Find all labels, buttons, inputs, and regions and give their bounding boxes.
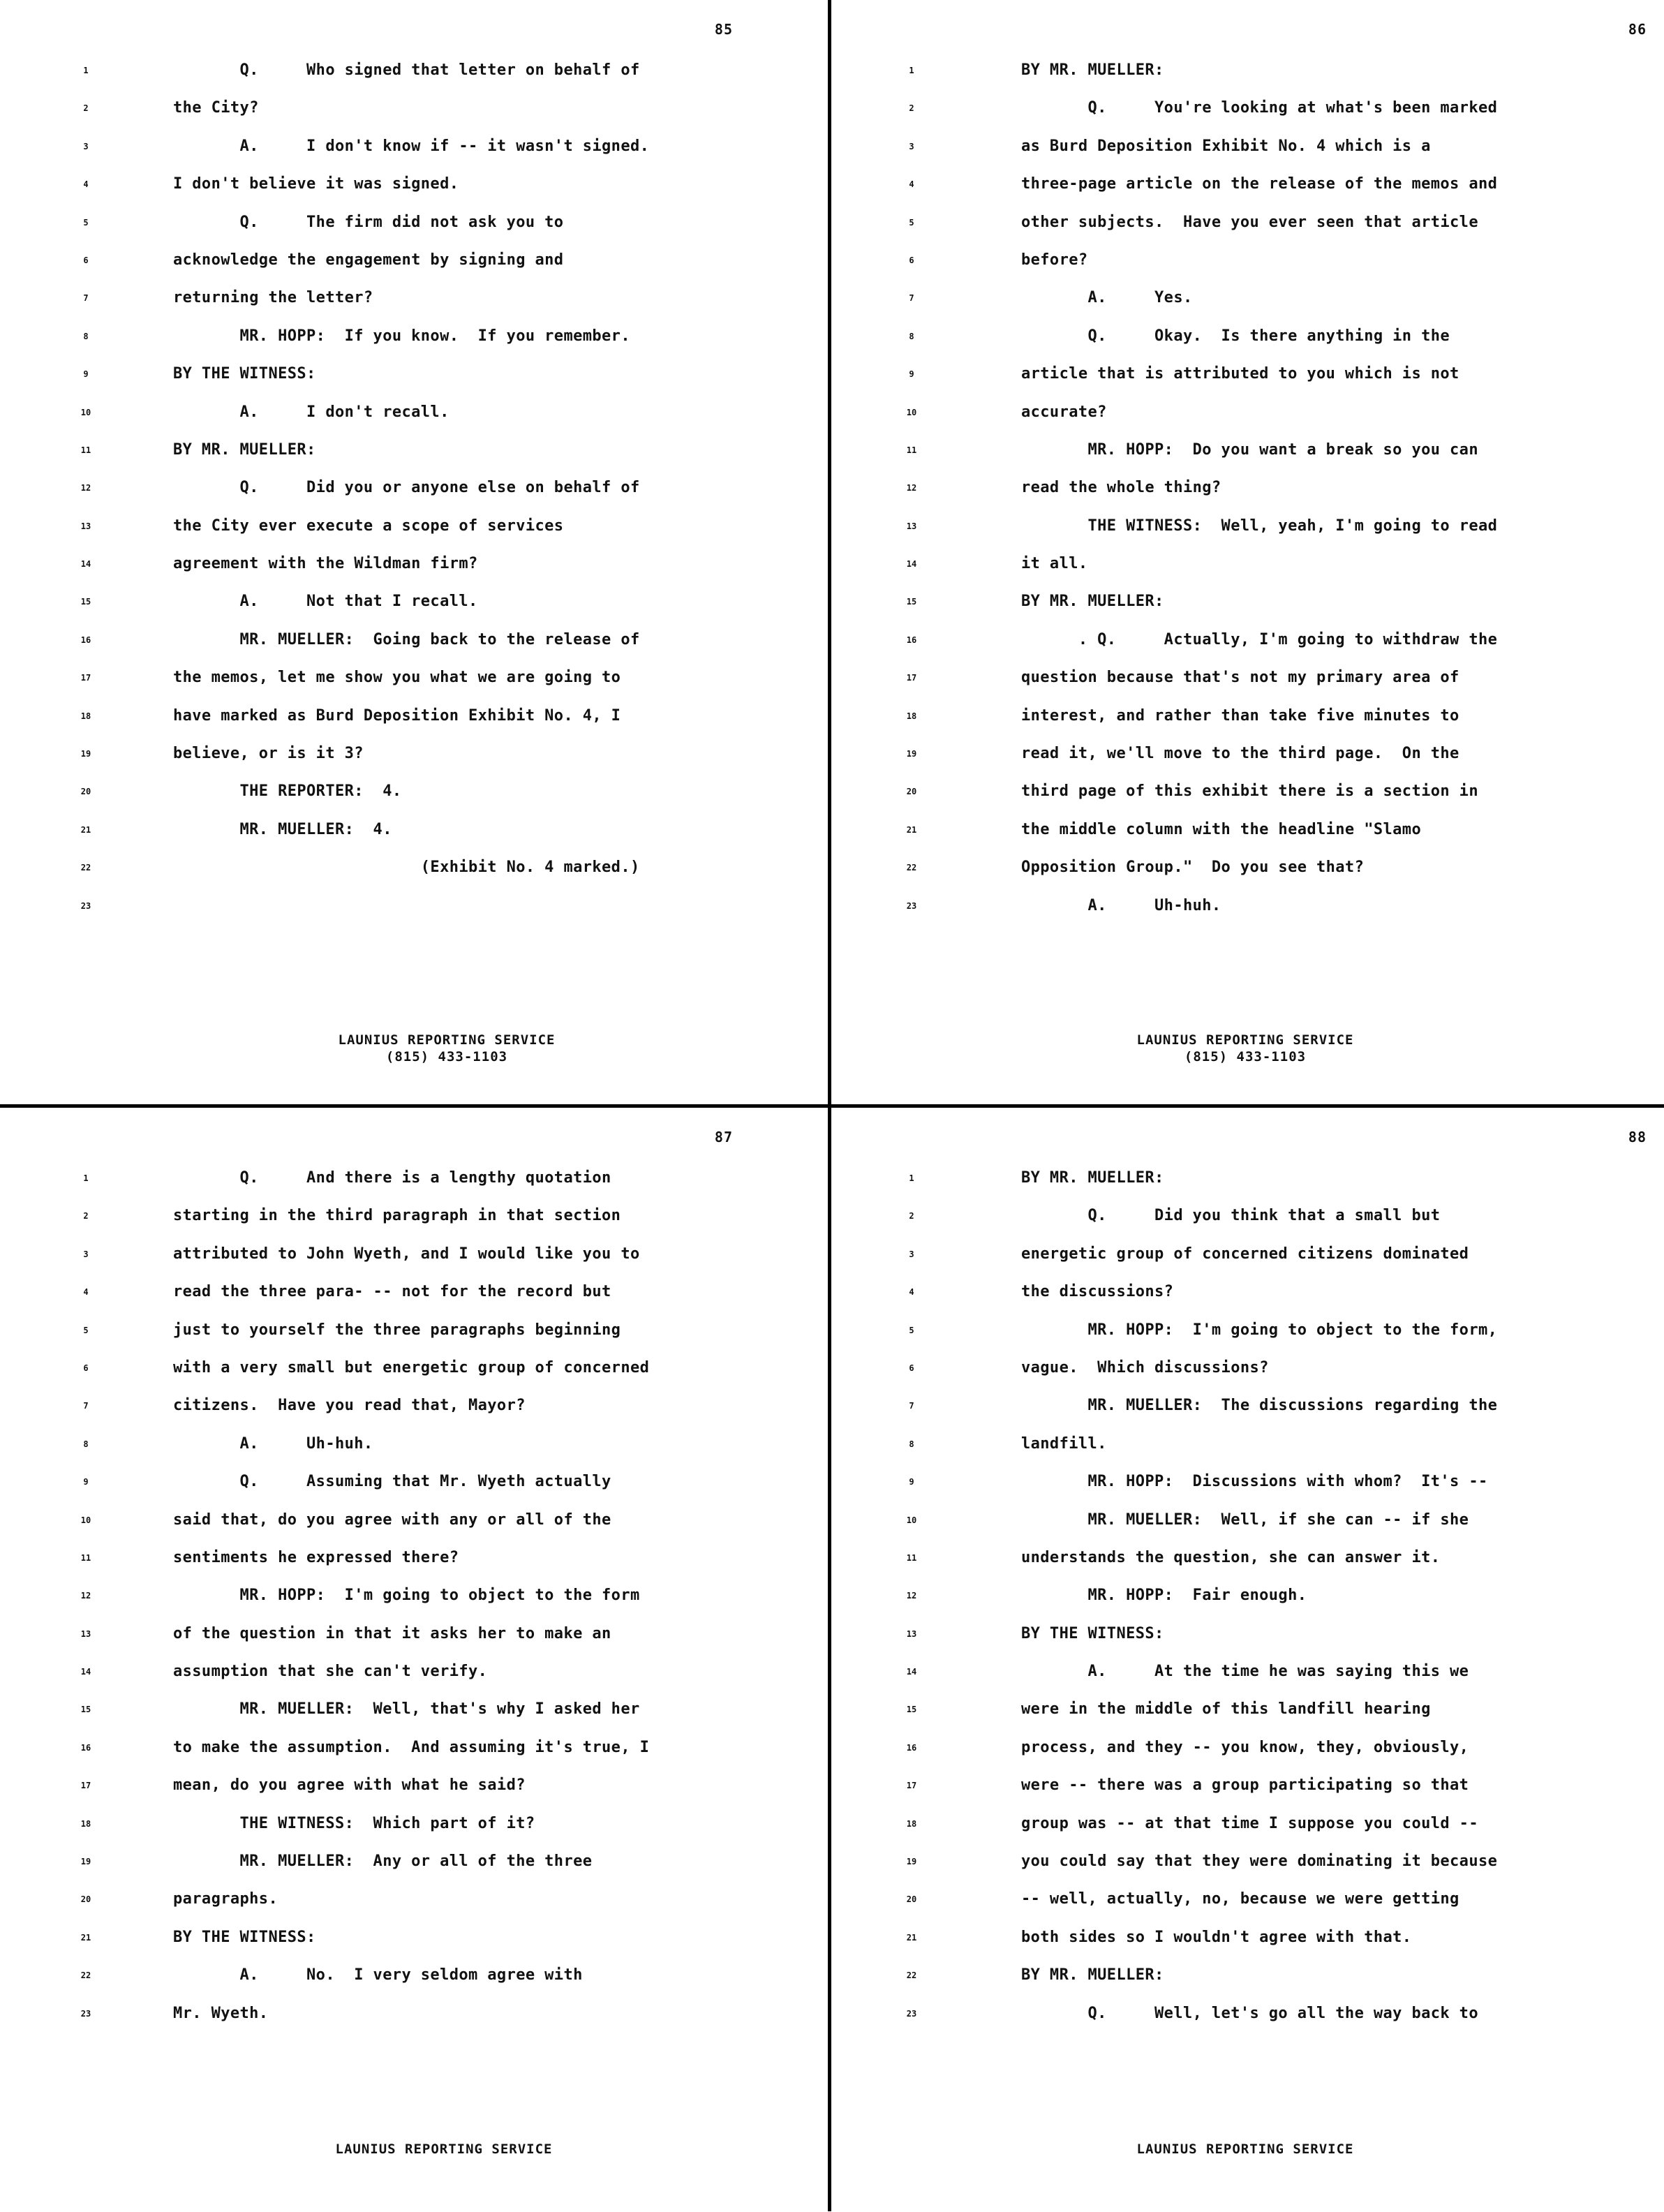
transcript-line xyxy=(831,743,1659,781)
transcript-line xyxy=(831,174,1659,211)
transcript-line xyxy=(831,1244,1659,1282)
transcript-line xyxy=(831,1434,1659,1471)
transcript-line xyxy=(831,1775,1659,1813)
line-text: A. Yes. xyxy=(1021,289,1193,307)
transcript-line xyxy=(831,1320,1659,1358)
line-number: 1 xyxy=(83,66,89,75)
transcript-page-88 xyxy=(831,1108,1659,2212)
line-text: vague. Which discussions? xyxy=(1021,1358,1269,1376)
transcript-line xyxy=(831,630,1659,667)
transcript-lines xyxy=(831,1168,1659,2041)
line-text: (Exhibit No. 4 marked.) xyxy=(173,859,640,877)
line-number: 7 xyxy=(909,1401,914,1411)
transcript-line xyxy=(0,1547,828,1585)
transcript-line xyxy=(0,1585,828,1623)
line-text: . Q. Actually, I'm going to withdraw the xyxy=(1021,630,1498,648)
line-text: A. At the time he was saying this we xyxy=(1021,1663,1469,1681)
transcript-line xyxy=(0,1927,828,1965)
line-text: to make the assumption. And assuming it's true, I xyxy=(173,1738,650,1756)
line-text: A. I don't recall. xyxy=(173,403,450,421)
line-number: 12 xyxy=(906,1591,917,1601)
transcript-line xyxy=(831,554,1659,591)
line-text: article that is attributed to you which is not xyxy=(1021,365,1459,383)
transcript-line xyxy=(0,1320,828,1358)
line-number: 5 xyxy=(83,1325,89,1335)
transcript-line xyxy=(0,1775,828,1813)
transcript-line xyxy=(0,1737,828,1775)
line-text: agreement with the Wildman firm? xyxy=(173,555,478,573)
transcript-line xyxy=(831,819,1659,857)
line-number: 2 xyxy=(83,1211,89,1222)
line-text: group was -- at that time I suppose you could -- xyxy=(1021,1814,1478,1832)
footer-reporter-name: LAUNIUS REPORTING SERVICE xyxy=(1136,1032,1354,1048)
transcript-line xyxy=(0,364,828,401)
line-number: 9 xyxy=(909,369,914,380)
line-text: MR. MUELLER: The discussions regarding the xyxy=(1021,1397,1498,1415)
line-number: 3 xyxy=(83,141,89,151)
line-number: 11 xyxy=(906,445,917,455)
transcript-line xyxy=(0,326,828,364)
transcript-line xyxy=(0,212,828,250)
line-text: MR. HOPP: Do you want a break so you can xyxy=(1021,440,1478,459)
line-number: 1 xyxy=(909,1173,914,1183)
footer-phone: (815) 433-1103 xyxy=(1184,1049,1307,1064)
line-text: BY THE WITNESS: xyxy=(1021,1624,1164,1642)
transcript-line xyxy=(0,1471,828,1509)
line-number: 17 xyxy=(906,673,917,683)
transcript-line xyxy=(831,1737,1659,1775)
line-number: 22 xyxy=(906,863,917,873)
line-text: Opposition Group." Do you see that? xyxy=(1021,859,1365,877)
line-text: MR. MUELLER: Well, if she can -- if she xyxy=(1021,1510,1469,1529)
line-text: the middle column with the headline "Slamo xyxy=(1021,820,1422,838)
line-number: 13 xyxy=(80,1628,91,1639)
transcript-line xyxy=(0,1434,828,1471)
line-text: interest, and rather than take five minutes to xyxy=(1021,706,1459,725)
page-footer xyxy=(831,1032,1659,1065)
transcript-line xyxy=(0,1889,828,1927)
line-number: 10 xyxy=(906,1515,917,1525)
transcript-page-86 xyxy=(831,0,1659,1104)
transcript-line xyxy=(831,1471,1659,1509)
line-number: 22 xyxy=(906,1970,917,1981)
transcript-line xyxy=(831,1510,1659,1547)
line-text: other subjects. Have you ever seen that article xyxy=(1021,213,1478,231)
page-number: 85 xyxy=(714,21,733,38)
line-number: 6 xyxy=(909,1363,914,1373)
transcript-line xyxy=(831,516,1659,554)
transcript-line xyxy=(0,250,828,288)
line-text: BY MR. MUELLER: xyxy=(1021,61,1164,79)
line-text: A. I don't know if -- it wasn't signed. xyxy=(173,137,650,155)
transcript-line xyxy=(831,1927,1659,1965)
line-number: 9 xyxy=(83,1477,89,1487)
line-text: MR. MUELLER: 4. xyxy=(173,820,392,838)
transcript-line xyxy=(0,2003,828,2041)
line-text: MR. HOPP: If you know. If you remember. xyxy=(173,327,630,345)
line-text: returning the letter? xyxy=(173,289,373,307)
line-number: 18 xyxy=(80,1818,91,1829)
transcript-line xyxy=(0,1624,828,1661)
line-number: 21 xyxy=(906,1932,917,1943)
line-text: BY MR. MUELLER: xyxy=(1021,1966,1164,1984)
line-number: 8 xyxy=(83,1439,89,1449)
line-text: A. Uh-huh. xyxy=(173,1434,373,1453)
transcript-page-85 xyxy=(0,0,828,1104)
transcript-line xyxy=(0,288,828,325)
line-number: 22 xyxy=(80,863,91,873)
line-text: paragraphs. xyxy=(173,1890,278,1908)
line-number: 21 xyxy=(80,1932,91,1943)
line-text: Q. And there is a lengthy quotation xyxy=(173,1169,611,1187)
line-text: -- well, actually, no, because we were getting xyxy=(1021,1890,1459,1908)
line-number: 20 xyxy=(80,1894,91,1905)
line-number: 14 xyxy=(80,559,91,570)
line-number: 20 xyxy=(906,1894,917,1905)
line-text: MR. MUELLER: Going back to the release of xyxy=(173,630,640,648)
transcript-lines xyxy=(831,60,1659,933)
line-number: 4 xyxy=(909,1287,914,1298)
transcript-line xyxy=(0,857,828,895)
line-text: Mr. Wyeth. xyxy=(173,2004,269,2022)
line-text: three-page article on the release of the memos and xyxy=(1021,175,1498,193)
line-text: were in the middle of this landfill hearing xyxy=(1021,1700,1431,1719)
transcript-line xyxy=(0,477,828,515)
line-number: 23 xyxy=(906,2008,917,2019)
transcript-line xyxy=(831,896,1659,933)
transcript-line xyxy=(0,896,828,933)
line-number: 20 xyxy=(906,787,917,797)
line-number: 6 xyxy=(83,1363,89,1373)
line-text: question because that's not my primary area of xyxy=(1021,669,1459,687)
line-text: Q. The firm did not ask you to xyxy=(173,213,564,231)
line-text: Q. Assuming that Mr. Wyeth actually xyxy=(173,1473,611,1491)
line-number: 8 xyxy=(83,331,89,341)
line-number: 15 xyxy=(906,597,917,607)
line-text: BY MR. MUELLER: xyxy=(1021,1169,1164,1187)
transcript-line xyxy=(831,440,1659,477)
transcript-line xyxy=(831,250,1659,288)
line-number: 8 xyxy=(909,331,914,341)
transcript-line xyxy=(831,1282,1659,1319)
line-number: 15 xyxy=(906,1705,917,1715)
transcript-line xyxy=(0,1358,828,1395)
line-number: 11 xyxy=(80,445,91,455)
transcript-line xyxy=(831,326,1659,364)
line-text: I don't believe it was signed. xyxy=(173,175,459,193)
line-text: BY THE WITNESS: xyxy=(173,365,316,383)
transcript-line xyxy=(0,630,828,667)
line-text: attributed to John Wyeth, and I would like you to xyxy=(173,1245,640,1263)
transcript-line xyxy=(831,60,1659,98)
line-number: 13 xyxy=(906,1628,917,1639)
transcript-line xyxy=(831,1205,1659,1243)
transcript-line xyxy=(0,1244,828,1282)
line-number: 9 xyxy=(83,369,89,380)
line-text: with a very small but energetic group of concerned xyxy=(173,1358,650,1376)
line-number: 17 xyxy=(80,1781,91,1791)
line-text: Q. You're looking at what's been marked xyxy=(1021,99,1498,117)
transcript-line xyxy=(831,1358,1659,1395)
line-text: both sides so I wouldn't agree with that. xyxy=(1021,1928,1412,1946)
line-text: citizens. Have you read that, Mayor? xyxy=(173,1397,526,1415)
line-number: 21 xyxy=(80,824,91,835)
line-text: acknowledge the engagement by signing and xyxy=(173,251,564,269)
line-number: 6 xyxy=(909,255,914,265)
line-number: 18 xyxy=(80,711,91,721)
line-text: MR. MUELLER: Any or all of the three xyxy=(173,1853,593,1871)
line-text: the memos, let me show you what we are going to xyxy=(173,669,621,687)
transcript-line xyxy=(831,212,1659,250)
line-text: BY THE WITNESS: xyxy=(173,1928,316,1946)
line-number: 13 xyxy=(906,521,917,531)
line-number: 11 xyxy=(906,1552,917,1563)
line-text: the discussions? xyxy=(1021,1283,1174,1301)
transcript-page-87 xyxy=(0,1108,828,2212)
transcript-line xyxy=(0,1510,828,1547)
line-number: 4 xyxy=(83,179,89,190)
transcript-line xyxy=(831,667,1659,705)
line-number: 23 xyxy=(906,900,917,911)
transcript-lines xyxy=(0,60,828,933)
line-text: accurate? xyxy=(1021,403,1107,421)
line-text: Q. Well, let's go all the way back to xyxy=(1021,2004,1478,2022)
line-text: THE WITNESS: Which part of it? xyxy=(173,1814,535,1832)
line-number: 11 xyxy=(80,1552,91,1563)
line-text: read it, we'll move to the third page. On the xyxy=(1021,745,1459,763)
line-text: sentiments he expressed there? xyxy=(173,1548,459,1566)
line-number: 9 xyxy=(909,1477,914,1487)
transcript-line xyxy=(0,98,828,135)
transcript-line xyxy=(831,1661,1659,1699)
transcript-line xyxy=(0,516,828,554)
transcript-line xyxy=(0,743,828,781)
line-text: MR. HOPP: Fair enough. xyxy=(1021,1587,1307,1605)
transcript-line xyxy=(831,402,1659,440)
line-text: BY MR. MUELLER: xyxy=(1021,593,1164,611)
transcript-line xyxy=(831,706,1659,743)
footer-reporter-name: LAUNIUS REPORTING SERVICE xyxy=(1136,2142,1354,2157)
line-number: 17 xyxy=(80,673,91,683)
line-number: 16 xyxy=(906,634,917,645)
transcript-line xyxy=(831,857,1659,895)
line-number: 12 xyxy=(906,483,917,493)
transcript-line xyxy=(831,1889,1659,1927)
transcript-line xyxy=(0,591,828,629)
transcript-line xyxy=(0,60,828,98)
line-text: read the whole thing? xyxy=(1021,479,1221,497)
transcript-line xyxy=(0,1699,828,1737)
transcript-line xyxy=(0,1205,828,1243)
transcript-line xyxy=(0,1282,828,1319)
line-number: 14 xyxy=(906,1667,917,1677)
line-text: landfill. xyxy=(1021,1434,1107,1453)
transcript-lines xyxy=(0,1168,828,2041)
transcript-line xyxy=(0,402,828,440)
line-text: were -- there was a group participating so that xyxy=(1021,1776,1469,1795)
line-text: process, and they -- you know, they, obviously, xyxy=(1021,1738,1469,1756)
line-number: 5 xyxy=(909,1325,914,1335)
transcript-line xyxy=(0,819,828,857)
transcript-line xyxy=(831,1851,1659,1889)
line-text: A. Not that I recall. xyxy=(173,593,478,611)
line-text: starting in the third paragraph in that section xyxy=(173,1207,621,1225)
transcript-line xyxy=(0,1965,828,2003)
line-number: 1 xyxy=(83,1173,89,1183)
page-footer xyxy=(831,2141,1659,2158)
line-number: 23 xyxy=(80,900,91,911)
line-text: it all. xyxy=(1021,555,1088,573)
transcript-line xyxy=(0,1851,828,1889)
footer-reporter-name: LAUNIUS REPORTING SERVICE xyxy=(338,1032,556,1048)
line-text: Q. Did you or anyone else on behalf of xyxy=(173,479,640,497)
line-number: 2 xyxy=(909,1211,914,1222)
line-number: 6 xyxy=(83,255,89,265)
line-text: THE REPORTER: 4. xyxy=(173,782,402,801)
line-text: Q. Who signed that letter on behalf of xyxy=(173,61,640,79)
page-number: 88 xyxy=(1628,1129,1647,1145)
line-number: 19 xyxy=(906,749,917,759)
line-number: 5 xyxy=(83,217,89,228)
transcript-line xyxy=(831,1624,1659,1661)
line-number: 22 xyxy=(80,1970,91,1981)
line-text: Q. Okay. Is there anything in the xyxy=(1021,327,1450,345)
footer-reporter-name: LAUNIUS REPORTING SERVICE xyxy=(335,2142,553,2157)
line-text: of the question in that it asks her to make an xyxy=(173,1624,611,1642)
line-text: MR. HOPP: I'm going to object to the form, xyxy=(1021,1321,1498,1339)
transcript-line xyxy=(0,1395,828,1433)
line-number: 7 xyxy=(83,293,89,304)
footer-phone: (815) 433-1103 xyxy=(385,1049,508,1064)
line-text: as Burd Deposition Exhibit No. 4 which is a xyxy=(1021,137,1431,155)
line-number: 15 xyxy=(80,1705,91,1715)
line-number: 19 xyxy=(906,1857,917,1867)
line-number: 10 xyxy=(80,407,91,417)
line-number: 4 xyxy=(909,179,914,190)
line-number: 12 xyxy=(80,1591,91,1601)
line-number: 4 xyxy=(83,1287,89,1298)
line-number: 3 xyxy=(83,1249,89,1259)
line-text: A. Uh-huh. xyxy=(1021,896,1221,914)
line-text: have marked as Burd Deposition Exhibit No. 4, I xyxy=(173,706,621,725)
line-number: 10 xyxy=(80,1515,91,1525)
line-text: said that, do you agree with any or all of the xyxy=(173,1510,611,1529)
line-number: 2 xyxy=(83,103,89,114)
transcript-line xyxy=(831,2003,1659,2041)
line-text: the City ever execute a scope of services xyxy=(173,517,564,535)
page-number: 86 xyxy=(1628,21,1647,38)
transcript-line xyxy=(831,1965,1659,2003)
line-text: the City? xyxy=(173,99,259,117)
line-text: A. No. I very seldom agree with xyxy=(173,1966,583,1984)
line-number: 7 xyxy=(909,293,914,304)
line-text: BY MR. MUELLER: xyxy=(173,440,316,459)
transcript-line xyxy=(0,1168,828,1205)
transcript-line xyxy=(831,1395,1659,1433)
line-text: you could say that they were dominating it because xyxy=(1021,1853,1498,1871)
line-number: 17 xyxy=(906,1781,917,1791)
line-number: 13 xyxy=(80,521,91,531)
page-footer xyxy=(0,1032,828,1065)
transcript-line xyxy=(831,1168,1659,1205)
transcript-line xyxy=(0,1813,828,1851)
line-number: 16 xyxy=(80,1742,91,1753)
line-text: third page of this exhibit there is a section in xyxy=(1021,782,1478,801)
page-number: 87 xyxy=(714,1129,733,1145)
transcript-line xyxy=(0,554,828,591)
line-number: 21 xyxy=(906,824,917,835)
line-number: 1 xyxy=(909,66,914,75)
line-text: believe, or is it 3? xyxy=(173,745,364,763)
transcript-line xyxy=(831,1699,1659,1737)
line-number: 16 xyxy=(80,634,91,645)
transcript-line xyxy=(831,781,1659,819)
transcript-line xyxy=(0,440,828,477)
line-number: 5 xyxy=(909,217,914,228)
line-number: 12 xyxy=(80,483,91,493)
line-text: before? xyxy=(1021,251,1088,269)
line-text: understands the question, she can answer it. xyxy=(1021,1548,1441,1566)
line-text: Q. Did you think that a small but xyxy=(1021,1207,1441,1225)
transcript-line xyxy=(831,98,1659,135)
line-number: 19 xyxy=(80,1857,91,1867)
transcript-line xyxy=(0,781,828,819)
transcript-line xyxy=(0,667,828,705)
line-number: 20 xyxy=(80,787,91,797)
transcript-line xyxy=(831,1585,1659,1623)
line-number: 8 xyxy=(909,1439,914,1449)
line-text: energetic group of concerned citizens dominated xyxy=(1021,1245,1469,1263)
line-number: 14 xyxy=(906,559,917,570)
transcript-line xyxy=(831,1813,1659,1851)
transcript-line xyxy=(831,477,1659,515)
line-text: MR. MUELLER: Well, that's why I asked her xyxy=(173,1700,640,1719)
line-text: MR. HOPP: I'm going to object to the form xyxy=(173,1587,640,1605)
transcript-line xyxy=(0,174,828,211)
line-number: 3 xyxy=(909,141,914,151)
line-text: THE WITNESS: Well, yeah, I'm going to read xyxy=(1021,517,1498,535)
transcript-line xyxy=(831,136,1659,174)
transcript-line xyxy=(0,706,828,743)
line-text: read the three para- -- not for the record but xyxy=(173,1283,611,1301)
line-text: mean, do you agree with what he said? xyxy=(173,1776,526,1795)
line-number: 23 xyxy=(80,2008,91,2019)
transcript-line xyxy=(831,288,1659,325)
transcript-line xyxy=(0,136,828,174)
line-text: just to yourself the three paragraphs beginning xyxy=(173,1321,621,1339)
line-number: 16 xyxy=(906,1742,917,1753)
line-number: 19 xyxy=(80,749,91,759)
line-number: 15 xyxy=(80,597,91,607)
page-footer xyxy=(0,2141,828,2158)
line-number: 14 xyxy=(80,1667,91,1677)
transcript-line xyxy=(0,1661,828,1699)
line-number: 18 xyxy=(906,711,917,721)
line-number: 7 xyxy=(83,1401,89,1411)
transcript-line xyxy=(831,364,1659,401)
line-text: assumption that she can't verify. xyxy=(173,1663,488,1681)
line-number: 10 xyxy=(906,407,917,417)
line-number: 18 xyxy=(906,1818,917,1829)
line-number: 3 xyxy=(909,1249,914,1259)
line-text: MR. HOPP: Discussions with whom? It's -- xyxy=(1021,1473,1488,1491)
transcript-line xyxy=(831,1547,1659,1585)
line-number: 2 xyxy=(909,103,914,114)
transcript-line xyxy=(831,591,1659,629)
